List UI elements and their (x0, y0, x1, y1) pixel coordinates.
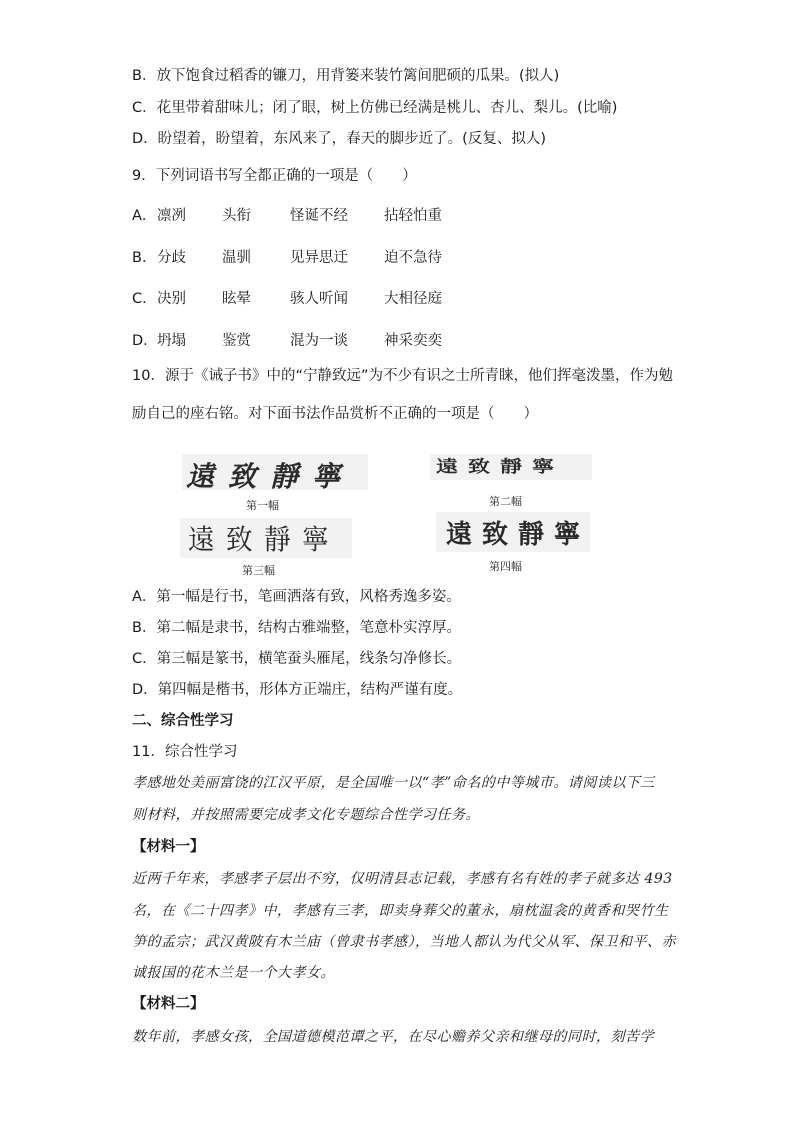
option-word: 见异思迁 (290, 250, 348, 266)
q10-option-c: C．第三幅是篆书，横笔蚕头雁尾，线条匀净修长。 (132, 651, 462, 667)
artwork-2-clerical-script: 遠致靜寧 (436, 457, 565, 477)
artwork-3-caption: 第三幅 (242, 564, 275, 577)
material1-line: 名，在《二十四孝》中，孝感有三孝，即卖身葬父的董永，扇枕温衾的黄香和哭竹生 (132, 903, 669, 919)
option-word: 怪诞不经 (290, 208, 348, 224)
q10-option-d: D．第四幅是楷书，形体方正端庄，结构严谨有度。 (132, 682, 463, 698)
artwork-1-running-script: 遠致靜寧 (186, 460, 355, 493)
option-word: 大相径庭 (384, 291, 442, 307)
option-c-rhetoric: C．花里带着甜味儿；闭了眼，树上仿佛已经满是桃儿、杏儿、梨儿。(比喻) (132, 100, 618, 116)
material1-line: 近两千年来，孝感孝子层出不穷，仅明清县志记载，孝感有名有姓的孝子就多达 493 (132, 871, 673, 887)
material1-line: 诚报国的花木兰是一个大孝女。 (132, 965, 335, 981)
material2-line: 数年前，孝感女孩，全国道德模范谭之平，在尽心赡养父亲和继母的同时，刻苦学 (132, 1029, 654, 1045)
option-label: C． (132, 291, 157, 307)
option-label: D． (132, 333, 158, 349)
option-label: B． (132, 250, 157, 266)
option-word: 迫不急待 (384, 250, 442, 266)
option-word: 骇人听闻 (290, 291, 348, 307)
section-heading: 二、综合性学习 (132, 713, 234, 729)
option-word: 坍塌 (157, 333, 186, 349)
artwork-1-caption: 第一幅 (246, 499, 279, 512)
q10-option-a: A．第一幅是行书，笔画洒落有致，风格秀逸多姿。 (132, 589, 461, 605)
option-word: 拈轻怕重 (384, 208, 442, 224)
option-d-rhetoric: D．盼望着，盼望着，东风来了，春天的脚步近了。(反复、拟人) (132, 131, 546, 147)
material1-label: 【材料一】 (132, 839, 205, 855)
q11-intro-line2: 则材料，并按照需要完成孝文化专题综合性学习任务。 (132, 807, 480, 823)
artwork-3-seal-script: 遠致靜寧 (188, 523, 341, 556)
option-word: 眩晕 (222, 291, 251, 307)
option-word: 神采奕奕 (384, 333, 442, 349)
artwork-4-caption: 第四幅 (489, 560, 522, 573)
q11-intro-line1: 孝感地处美丽富饶的江汉平原，是全国唯一以“孝”命名的中等城市。请阅读以下三 (132, 775, 655, 791)
option-word: 分歧 (157, 250, 186, 266)
q9-stem: 9．下列词语书写全都正确的一项是（ ） (132, 168, 417, 184)
material2-label: 【材料二】 (132, 996, 205, 1012)
q11-title: 11．综合性学习 (132, 744, 238, 760)
artwork-4-regular-script: 遠致靜寧 (446, 520, 591, 550)
option-word: 决别 (157, 291, 186, 307)
option-b-rhetoric: B．放下饱食过稻香的镰刀，用背篓来装竹篱间肥硕的瓜果。(拟人) (132, 68, 560, 84)
option-word: 头衔 (222, 208, 251, 224)
option-label: A． (132, 208, 157, 224)
q10-stem-line1: 10．源于《诫子书》中的“宁静致远”为不少有识之士所青睐，他们挥毫泼墨，作为勉 (132, 368, 673, 384)
option-word: 混为一谈 (290, 333, 348, 349)
option-word: 凛冽 (157, 208, 186, 224)
option-word: 鉴赏 (222, 333, 251, 349)
q10-stem-line2: 励自己的座右铭。对下面书法作品赏析不正确的一项是（ ） (132, 406, 538, 422)
artwork-2-caption: 第二幅 (489, 495, 522, 508)
option-word: 温驯 (222, 250, 251, 266)
material1-line: 笋的孟宗；武汉黄陂有木兰庙（曾隶书孝感），当地人都认为代父从军、保卫和平、赤 (132, 934, 676, 950)
q10-option-b: B．第二幅是隶书，结构古雅端整，笔意朴实淳厚。 (132, 620, 461, 636)
